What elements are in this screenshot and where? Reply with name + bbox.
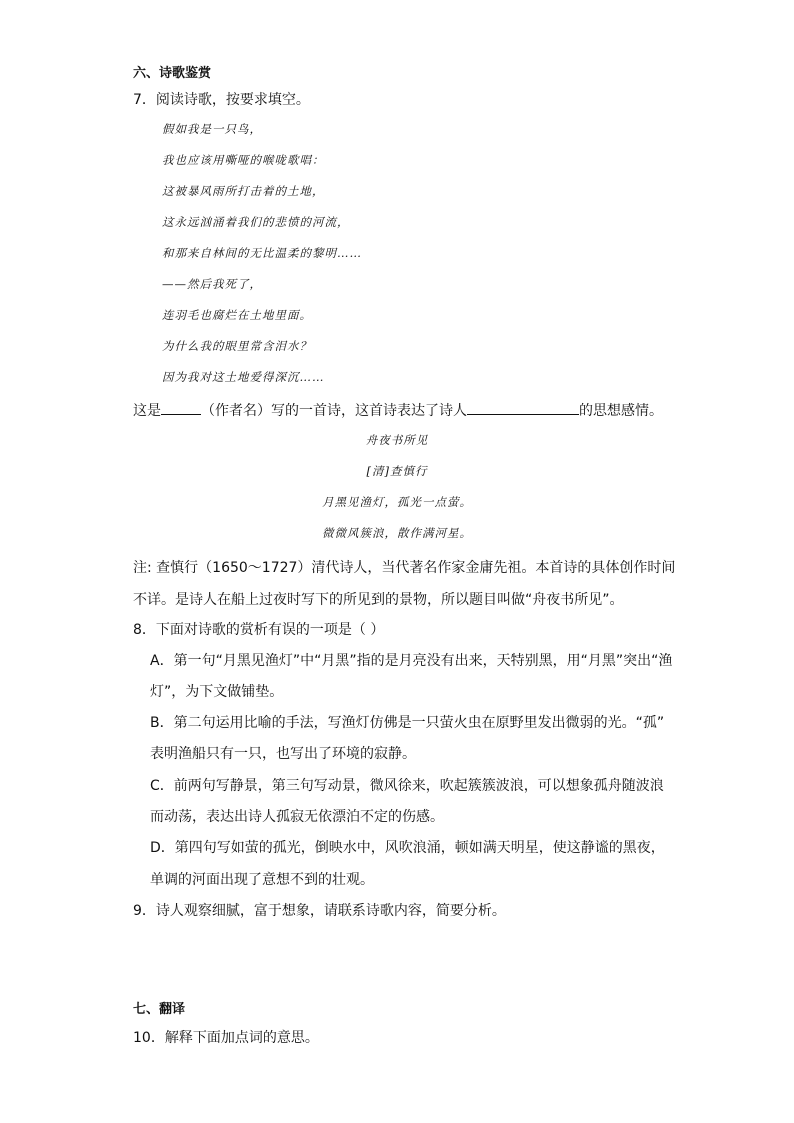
option-c: C．前两句写静景，第三句写动景，微风徐来，吹起簇簇波浪，可以想象孤舟随波浪 bbox=[150, 778, 664, 794]
question-10-prompt: 10．解释下面加点词的意思。 bbox=[133, 1030, 319, 1046]
poem-title: 舟夜书所见 bbox=[365, 433, 429, 447]
question-9-prompt: 9．诗人观察细腻，富于想象，请联系诗歌内容，简要分析。 bbox=[133, 903, 506, 919]
poem-line: 连羽毛也腐烂在土地里面。 bbox=[162, 308, 312, 322]
section-title-poetry-appreciation: 六、诗歌鉴赏 bbox=[133, 66, 212, 81]
option-a: A．第一句“月黑见渔灯”中“月黑”指的是月亮没有出来，天特别黑，用“月黑”突出“渔 bbox=[150, 653, 673, 669]
poem-line: 微微风簇浪，散作满河星。 bbox=[322, 526, 472, 540]
poem-line: 因为我对这土地爱得深沉…… bbox=[162, 370, 325, 384]
poem-author: [清]查慎行 bbox=[366, 464, 428, 478]
fill-text: 这是 bbox=[133, 403, 161, 419]
option-a-continued: 灯”，为下文做铺垫。 bbox=[150, 684, 284, 700]
author-name-blank[interactable] bbox=[161, 400, 201, 415]
feeling-blank[interactable] bbox=[467, 400, 579, 415]
poem-line: 我也应该用嘶哑的喉咙歌唱： bbox=[162, 153, 325, 167]
poem-line: ——然后我死了， bbox=[162, 277, 262, 291]
poem-line: 这永远汹涌着我们的悲愤的河流， bbox=[162, 215, 350, 229]
question-7-fill-sentence bbox=[133, 400, 663, 420]
question-7-prompt: 7．阅读诗歌，按要求填空。 bbox=[133, 92, 310, 108]
option-d: D．第四句写如萤的孤光，倒映水中，风吹浪涌，顿如满天明星，使这静谧的黑夜， bbox=[150, 840, 665, 856]
section-title-translation: 七、翻译 bbox=[133, 1002, 186, 1017]
question-8-prompt: 8．下面对诗歌的赏析有误的一项是（ ） bbox=[133, 622, 385, 638]
poem-line: 和那来自林间的无比温柔的黎明…… bbox=[162, 246, 362, 260]
poem-line: 为什么我的眼里常含泪水？ bbox=[162, 339, 312, 353]
option-b-continued: 表明渔船只有一只，也写出了环境的寂静。 bbox=[150, 746, 416, 762]
option-b: B．第二句运用比喻的手法，写渔灯仿佛是一只萤火虫在原野里发出微弱的光。“孤” bbox=[150, 715, 665, 731]
note-line: 注: 查慎行（1650～1727）清代诗人，当代著名作家金庸先祖。本首诗的具体创作时间 bbox=[133, 560, 676, 576]
poem-line: 月黑见渔灯，孤光一点萤。 bbox=[322, 495, 472, 509]
option-d-continued: 单调的河面出现了意想不到的壮观。 bbox=[150, 872, 374, 888]
poem-line: 假如我是一只鸟， bbox=[162, 122, 262, 136]
fill-text: 的思想感情。 bbox=[579, 403, 663, 419]
poem-line: 这被暴风雨所打击着的土地， bbox=[162, 184, 325, 198]
fill-text: （作者名）写的一首诗，这首诗表达了诗人 bbox=[201, 403, 467, 419]
note-line: 不详。是诗人在船上过夜时写下的所见到的景物，所以题目叫做“舟夜书所见”。 bbox=[133, 592, 624, 608]
option-c-continued: 而动荡，表达出诗人孤寂无依漂泊不定的伤感。 bbox=[150, 809, 444, 825]
